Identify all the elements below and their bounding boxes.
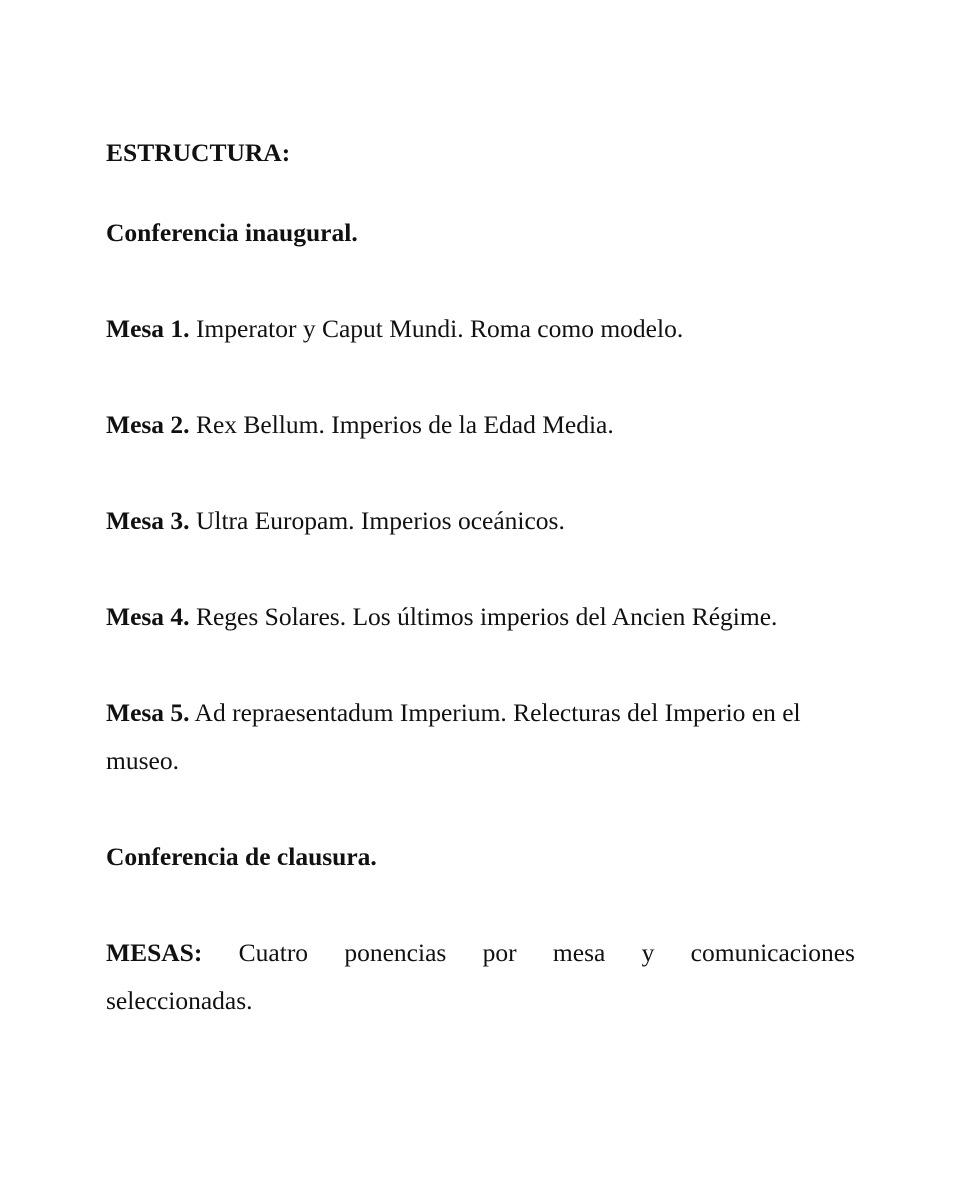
mesa-4 [106, 593, 855, 641]
mesa-5-line-1 [106, 689, 855, 737]
mesas-note-label: MESAS: [106, 938, 203, 967]
mesa-5-label: Mesa 5. [106, 698, 190, 727]
mesa-5 [106, 689, 855, 785]
mesa-4-label: Mesa 4. [106, 602, 190, 631]
mesas-note-word-4: mesa [552, 938, 606, 967]
mesas-note-word-5: y [641, 938, 655, 967]
mesas-note-word-6: comunicaciones [690, 938, 855, 967]
mesa-5-text-line-2: museo. [106, 746, 179, 775]
mesas-note-line-1 [106, 929, 855, 977]
mesas-note-word-2: ponencias [344, 938, 447, 967]
mesas-note-word-1: Cuatro [238, 938, 309, 967]
mesas-note-word-3: por [482, 938, 517, 967]
mesa-3-text: Ultra Europam. Imperios oceánicos. [189, 506, 565, 535]
mesa-2-text: Rex Bellum. Imperios de la Edad Media. [189, 410, 614, 439]
mesa-1 [106, 305, 855, 353]
opening-conference: Conferencia inaugural. [106, 218, 358, 247]
mesa-5-line-1-content [106, 689, 801, 737]
mesa-4-text: Reges Solares. Los últimos imperios del Ancien Régime. [189, 602, 778, 631]
mesa-5-text-line-1: Ad repraesentadum Imperium. Relecturas del Imperio en el [189, 698, 801, 727]
mesa-1-text: Imperator y Caput Mundi. Roma como modelo. [189, 314, 684, 343]
structure-heading: ESTRUCTURA: [106, 138, 291, 167]
mesa-2 [106, 401, 855, 449]
mesa-3 [106, 497, 855, 545]
mesas-note [106, 929, 855, 1025]
closing-conference: Conferencia de clausura. [106, 842, 377, 871]
mesas-note-line-2: seleccionadas. [106, 986, 253, 1015]
mesa-2-label: Mesa 2. [106, 410, 190, 439]
mesa-3-label: Mesa 3. [106, 506, 190, 535]
mesa-1-label: Mesa 1. [106, 314, 190, 343]
